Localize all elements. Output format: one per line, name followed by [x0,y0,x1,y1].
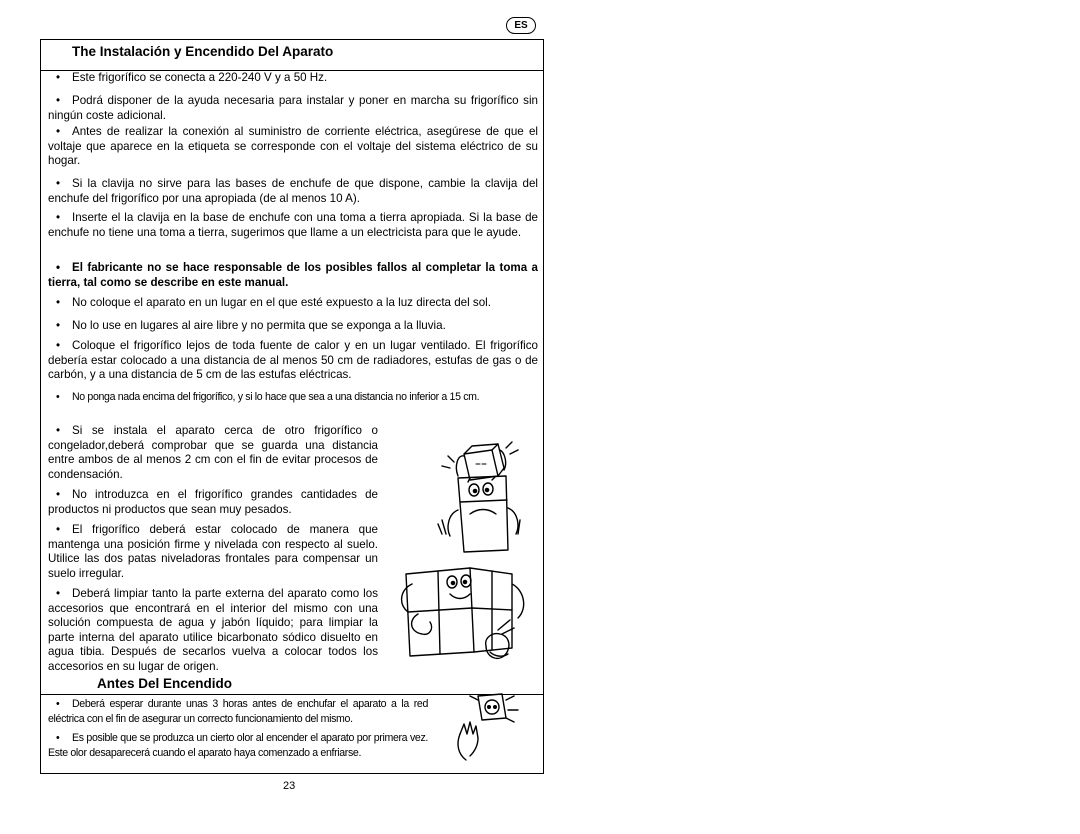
list-item: • No coloque el aparato en un lugar en el que esté expuesto a la luz directa del sol. [56,296,491,309]
list-item: • Es posible que se produzca un cierto olor al encender el aparato por primera vez. Este olor desaparecerá cuando el aparato haya comenzado a enfriarse. [48,732,428,759]
section-title-before-start: Antes Del Encendido [97,676,233,691]
list-item: • Deberá limpiar tanto la parte externa del aparato como los accesorios que encontrará en el interior del mismo con una solución compuesta de agua y jabón líquido; para limpiar la parte interna del aparato utilice bicarbonato sódico disuelto en agua tibia. Después de secarlos vuelva a colocar todos los accesorios en su lugar de origen. [48,587,378,673]
page-number: 23 [283,780,296,792]
list-item: • No ponga nada encima del frigorífico, y si lo hace que sea a una distancia no inferior a 15 cm. [56,391,480,403]
list-item: • Deberá esperar durante unas 3 horas antes de enchufar el aparato a la red eléctrica con el fin de asegurar un correcto funcionamiento del mismo. [48,698,428,725]
list-item: • El frigorífico deberá estar colocado de manera que mantenga una posición firme y nivelada con respecto al suelo. Utilice las dos patas niveladoras frontales para compensar un suelo irregular. [48,523,378,580]
socket-hand-illustration [452,690,522,762]
list-item: • No introduzca en el frigorífico grandes cantidades de productos ni productos que sean muy pesados. [48,488,378,516]
list-item: • No lo use en lugares al aire libre y no permita que se exponga a la lluvia. [56,319,446,332]
list-item: • Si la clavija no sirve para las bases de enchufe de que dispone, cambie la clavija del enchufe del frigorífico por una apropiada (de al menos 10 A). [48,177,538,205]
language-badge: ES [506,17,536,34]
warning-list-item: • El fabricante no se hace responsable de los posibles fallos al completar la toma a tierra, tal como se describe en este manual. [48,261,538,289]
list-item: • Este frigorífico se conecta a 220-240 V y a 50 Hz. [56,71,328,84]
section-title-installation: The Instalación y Encendido Del Aparato [72,44,334,59]
list-item: • Coloque el frigorífico lejos de toda fuente de calor y en un lugar ventilado. El frigorífico debería estar colocado a una distancia de al menos 50 cm de radiadores, estufas de gas o de carbón, y a una distancia de 5 cm de las estufas eléctricas. [48,339,538,382]
fridge-lifting-box-illustration [428,440,528,558]
list-item: • Si se instala el aparato cerca de otro frigorífico o congelador,deberá comprobar que se guarda una distancia entre ambos de al menos 2 cm con el fin de evitar procesos de condensación. [48,424,378,481]
list-item: • Podrá disponer de la ayuda necesaria para instalar y poner en marcha su frigorífico sin ningún coste adicional. [48,94,538,122]
list-item: • Inserte el la clavija en la base de enchufe con una toma a tierra apropiada. Si la base de enchufe no tiene una toma a tierra, sugerimos que llame a un electricista para que le ayude. [48,211,538,239]
fridge-cleaning-illustration [400,560,530,668]
frame-bottom-rule [40,773,544,774]
list-item: • Antes de realizar la conexión al suministro de corriente eléctrica, asegúrese de que el voltaje que aparece en la etiqueta se corresponde con el voltaje del sistema eléctrico de su hogar. [48,125,538,168]
